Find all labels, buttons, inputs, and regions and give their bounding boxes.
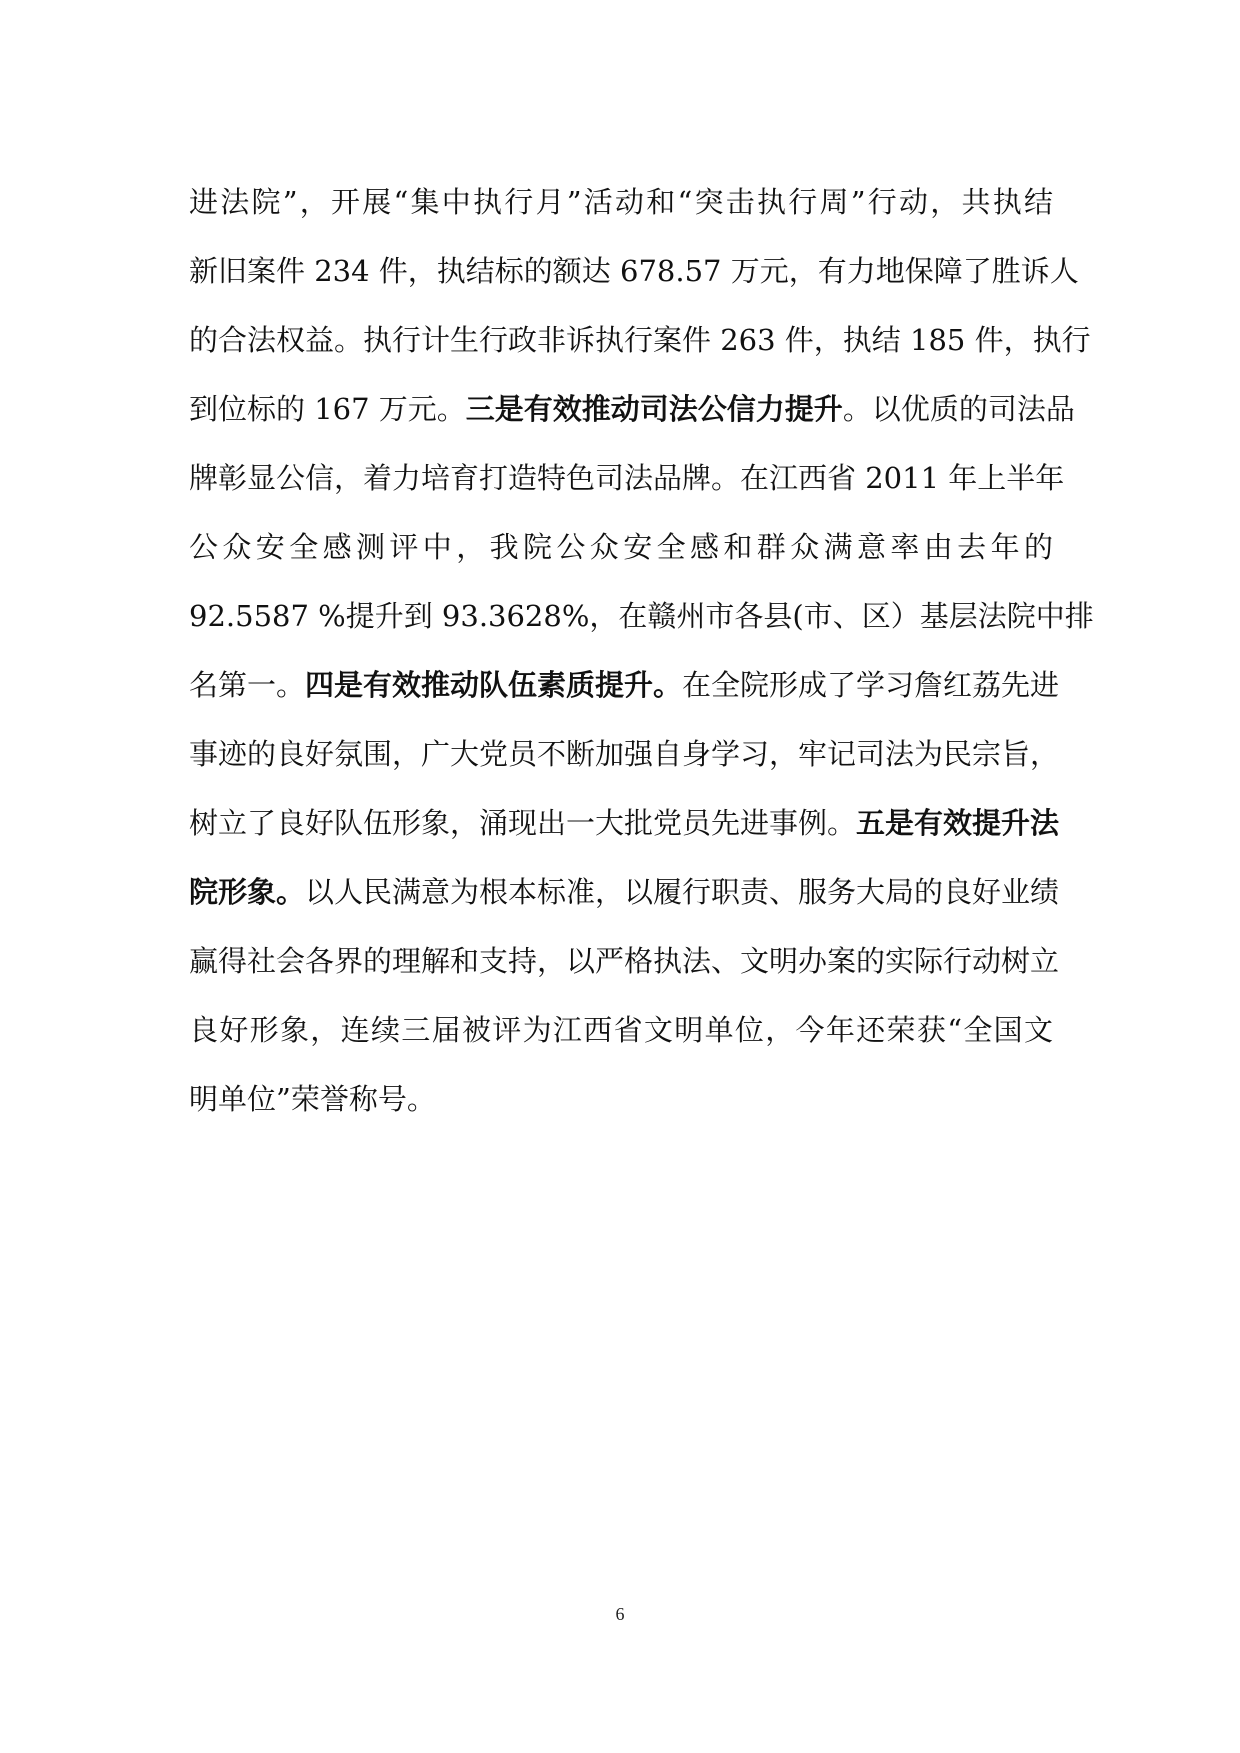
text-line — [189, 582, 1094, 651]
bold-heading-text: 院形象。 — [189, 875, 306, 909]
text-line — [189, 996, 1053, 1065]
page-number: 6 — [615, 1604, 625, 1624]
text-segment: 明单位”荣誉称号。 — [189, 1082, 436, 1116]
text-segment: 公众安全感测评中，我院公众安全感和群众满意率由去年的 — [189, 530, 1053, 564]
text-segment: 到位标的 167 万元。 — [189, 392, 466, 426]
text-line — [189, 927, 1060, 996]
text-segment: 。以优质的司法品 — [842, 392, 1075, 426]
text-line — [189, 513, 1053, 582]
text-segment: 赢得社会各界的理解和支持，以严格执法、文明办案的实际行动树立 — [189, 944, 1060, 978]
body-paragraph — [189, 168, 1094, 1134]
text-segment: 在全院形成了学习詹红荔先进 — [682, 668, 1060, 702]
text-segment: 92.5587 %提升到 93.3628%，在赣州市各县(市、区）基层法院中排 — [189, 599, 1094, 633]
text-segment: 牌彰显公信，着力培育打造特色司法品牌。在江西省 2011 年上半年 — [189, 461, 1065, 495]
bold-heading-text: 五是有效提升法 — [856, 806, 1060, 840]
text-line — [189, 306, 1091, 375]
text-segment: 良好形象，连续三届被评为江西省文明单位，今年还荣获“全国文 — [189, 1013, 1053, 1047]
text-segment: 事迹的良好氛围，广大党员不断加强自身学习，牢记司法为民宗旨， — [189, 737, 1060, 771]
bold-heading-text: 四是有效推动队伍素质提升。 — [305, 668, 683, 702]
text-segment: 以人民满意为根本标准，以履行职责、服务大局的良好业绩 — [305, 875, 1060, 909]
text-line — [189, 858, 1060, 927]
text-segment: 名第一。 — [189, 668, 306, 702]
text-line — [189, 375, 1075, 444]
text-segment: 新旧案件 234 件，执结标的额达 678.57 万元，有力地保障了胜诉人 — [189, 254, 1079, 288]
text-line — [189, 444, 1065, 513]
text-line — [189, 237, 1079, 306]
text-line — [189, 168, 1053, 237]
text-line — [189, 720, 1060, 789]
text-line — [189, 789, 1060, 858]
text-segment: 树立了良好队伍形象，涌现出一大批党员先进事例。 — [189, 806, 857, 840]
text-segment: 的合法权益。执行计生行政非诉执行案件 263 件，执结 185 件，执行 — [189, 323, 1091, 357]
text-line — [189, 1065, 1053, 1134]
bold-heading-text: 三是有效推动司法公信力提升 — [465, 392, 843, 426]
text-segment: 进法院”，开展“集中执行月”活动和“突击执行周”行动，共执结 — [189, 185, 1053, 219]
text-line — [189, 651, 1060, 720]
